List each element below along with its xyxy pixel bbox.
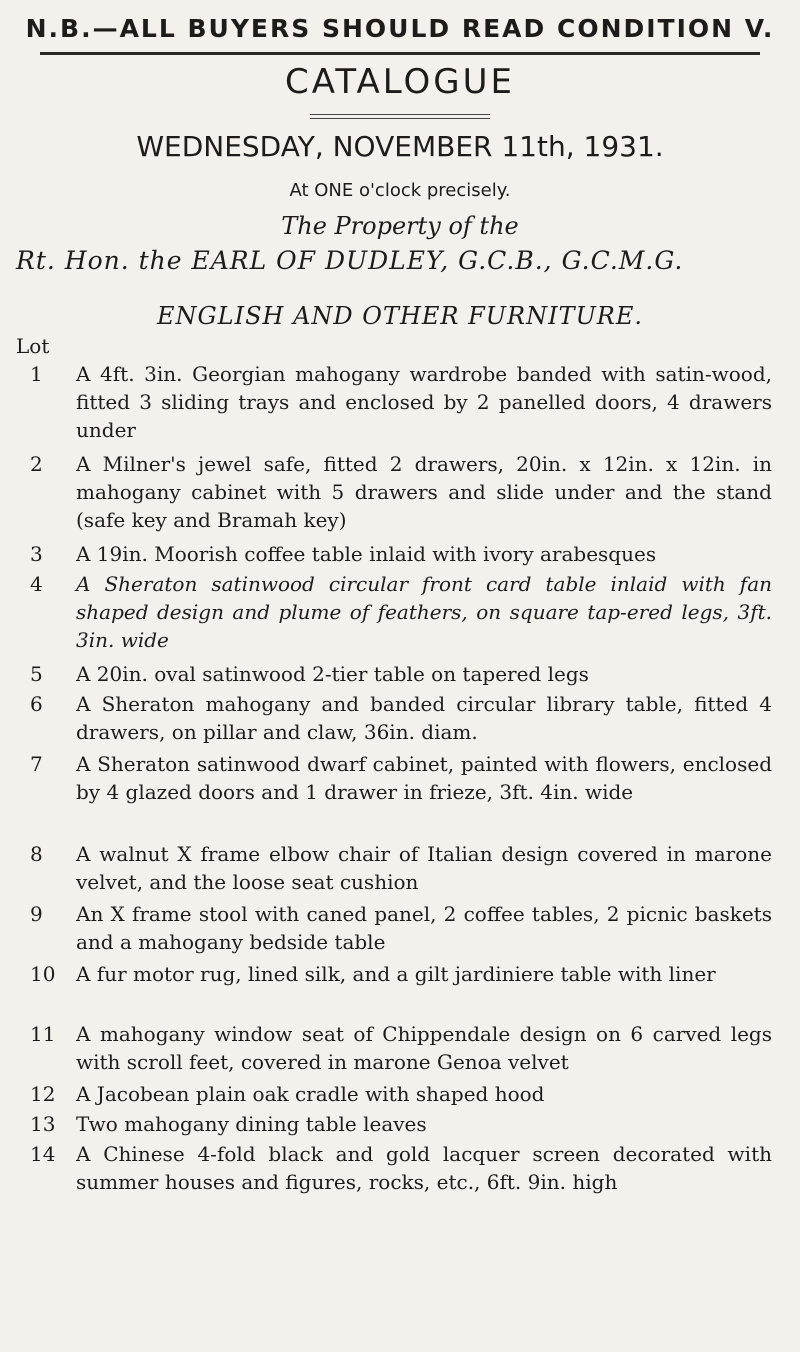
lot-number: 9: [30, 902, 43, 926]
lot-number: 12: [30, 1082, 56, 1106]
lot-column-label: Lot: [16, 334, 50, 358]
lot-description: A Sheraton mahogany and banded circular library table, fitted 4 drawers, on pillar and claw, 36in. diam.: [76, 692, 772, 744]
lot-description: A Sheraton satinwood circular front card table inlaid with fan shaped design and plume of feathers, on square tap-ered legs, 3ft. 3in. wide: [76, 572, 772, 652]
lot-number: 10: [30, 962, 56, 986]
lot-description: A walnut X frame elbow chair of Italian design covered in marone velvet, and the loose seat cushion: [76, 842, 772, 894]
lot-number: 1: [30, 362, 43, 386]
lot-number: 5: [30, 662, 43, 686]
lot-description: A fur motor rug, lined silk, and a gilt jardiniere table with liner: [76, 962, 716, 986]
lot-number: 3: [30, 542, 43, 566]
lot-number: 11: [30, 1022, 56, 1046]
lot-description: A Jacobean plain oak cradle with shaped hood: [76, 1082, 545, 1106]
lot-description: A Chinese 4-fold black and gold lacquer screen decorated with summer houses and figures, rocks, etc., 6ft. 9in. high: [76, 1142, 772, 1194]
lot-description: Two mahogany dining table leaves: [76, 1112, 427, 1136]
lot-number: 6: [30, 692, 43, 716]
lot-number: 4: [30, 572, 43, 596]
lot-description: A 4ft. 3in. Georgian mahogany wardrobe banded with satin-wood, fitted 3 sliding trays and enclosed by 2 panelled doors, 4 drawers under: [76, 362, 772, 442]
sale-time: At ONE o'clock precisely.: [289, 180, 511, 201]
lot-description: A Milner's jewel safe, fitted 2 drawers, 20in. x 12in. x 12in. in mahogany cabinet with 5 drawers and slide under and the stand (safe key and Bramah key): [76, 452, 772, 532]
catalogue-title: CATALOGUE: [285, 62, 515, 102]
lot-number: 14: [30, 1142, 56, 1166]
banner-rule: [40, 52, 760, 55]
lot-number: 2: [30, 452, 43, 476]
lot-description: A 20in. oval satinwood 2-tier table on tapered legs: [76, 662, 589, 686]
lot-description: A mahogany window seat of Chippendale design on 6 carved legs with scroll feet, covered in marone Genoa velvet: [76, 1022, 772, 1074]
section-title: ENGLISH AND OTHER FURNITURE.: [156, 302, 644, 330]
lot-number: 8: [30, 842, 43, 866]
lot-number: 7: [30, 752, 43, 776]
lot-description: An X frame stool with caned panel, 2 coffee tables, 2 picnic baskets and a mahogany bedside table: [76, 902, 772, 954]
owner-line: Rt. Hon. the EARL OF DUDLEY, G.C.B., G.C.M.G.: [16, 246, 684, 275]
sale-date: WEDNESDAY, NOVEMBER 11th, 1931.: [136, 130, 664, 163]
title-rule: [310, 114, 490, 119]
lot-number: 13: [30, 1112, 56, 1136]
property-line: The Property of the: [281, 212, 519, 240]
condition-banner: N.B.—ALL BUYERS SHOULD READ CONDITION V.: [25, 14, 775, 43]
lot-description: A Sheraton satinwood dwarf cabinet, painted with flowers, enclosed by 4 glazed doors and 1 drawer in frieze, 3ft. 4in. wide: [76, 752, 772, 804]
lot-description: A 19in. Moorish coffee table inlaid with ivory arabesques: [76, 542, 657, 566]
